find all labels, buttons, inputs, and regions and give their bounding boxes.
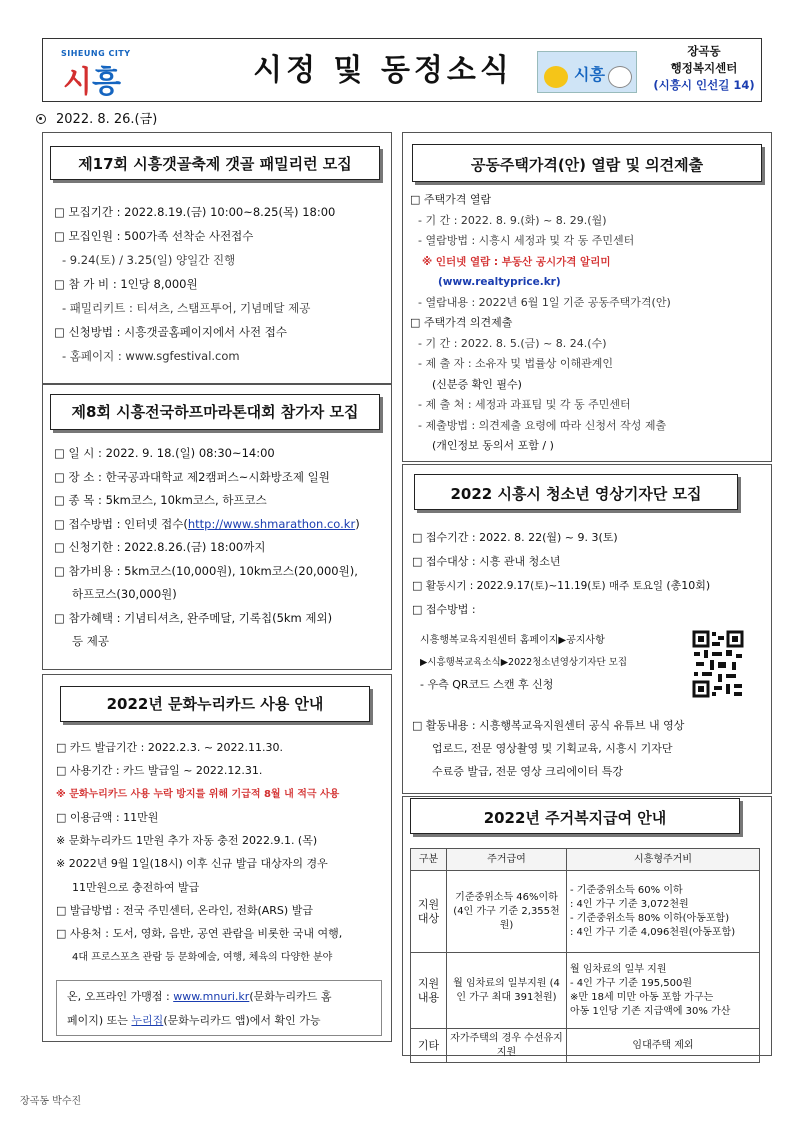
section-body: □ 일 시 : 2022. 9. 18.(일) 08:30~14:00 □ 장 소 : 한국공과대학교 제2캠퍼스~시화방조제 일원 □ 종 목 : 5km코스, 10km코스, 하프코스 □ 접수방법 : 인터넷 접수(http://www.shmarathon.co.kr) □ 신청기한 : 2022.8.26.(금) 18:00까지 □ 참가비용 : 5km코스(10,000원), 10km코스(20,000원), 하프코스(30,000원) □ 참가혜택 : 기념티셔츠, 완주메달, 기록칩(5km 제외) 등 제공: [54, 442, 390, 654]
table-row: 지원 내용 월 임차료의 일부지원 (4인 가구 최대 391천원) 월 임차료의 일부 지원 - 4인 가구 기준 195,500원 ※만 18세 미만 아동 포함 가구는 아동 1인당 기존 지급액에 30% 가산: [411, 953, 760, 1029]
center-address: (시흥시 인선길 14): [653, 78, 755, 92]
footer-author: 장곡동 박수진: [20, 1096, 82, 1107]
nurizip-link[interactable]: 누리집: [131, 1014, 164, 1027]
mnuri-link[interactable]: www.mnuri.kr: [173, 990, 250, 1003]
section-title: 제17회 시흥갯골축제 갯골 패밀리런 모집: [50, 146, 380, 180]
section-title: 제8회 시흥전국하프마라톤대회 참가자 모집: [50, 394, 380, 430]
section-title: 2022 시흥시 청소년 영상기자단 모집: [414, 474, 738, 510]
section-body: □ 모집기간 : 2022.8.19.(금) 10:00~8.25(목) 18:00 □ 모집인원 : 500가족 선착순 사전접수 - 9.24(토) / 3.25(일) 양일간 진행 □ 참 가 비 : 1인당 8,000원 - 패밀리키트 : 티셔츠, 스탬프투어, 기념메달 제공 □ 신청방법 : 시흥갯골홈페이지에서 사전 접수 - 홈페이지 : www.sgfestival.com: [54, 200, 390, 368]
table-row: 지원 대상 기준중위소득 46%이하 (4인 가구 기준 2,355천원) - 기준중위소득 60% 이하 : 4인 가구 기준 3,072천원 - 기준중위소득 80% 이하(아동포함) : 4인 가구 기준 4,096천원(아동포함): [411, 871, 760, 953]
table-header: [411, 849, 760, 871]
culture-card-note: 온, 오프라인 가맹점 : www.mnuri.kr(문화누리카드 홈 페이지) 또는 누리집(문화누리카드 앱)에서 확인 가능: [56, 980, 382, 1036]
section-title: 공동주택가격(안) 열람 및 의견제출: [412, 144, 762, 182]
logo-en: SIHEUNG CITY: [61, 49, 131, 58]
siheung-logo: [53, 45, 163, 100]
header-benefit: 주거급여: [447, 849, 567, 871]
mascot-icon: [608, 66, 632, 88]
center-dong: 장곡동: [687, 44, 721, 58]
apply-path: 시흥행복교육지원센터 홈페이지▶공지사항 ▶시흥행복교육소식▶2022청소년영상기자단 모집 - 우측 QR코드 스캔 후 신청: [420, 635, 627, 691]
section-title: 2022년 주거복지급여 안내: [410, 798, 740, 834]
section-body: □ 카드 발급기간 : 2022.2.3. ~ 2022.11.30. □ 사용기간 : 카드 발급일 ~ 2022.12.31. ※ 문화누리카드 사용 누락 방지를 위해 기급적 8월 내 적극 사용 □ 이용금액 : 11만원 ※ 문화누리카드 1만원 추가 자동 충전 2022.9.1. (목) ※ 2022년 9월 1일(18시) 이후 신규 발급 대상자의 경우 11만원으로 충전하여 발급 □ 발급방법 : 전국 주민센터, 온라인, 전화(ARS) 발급 □ 사용처 : 도서, 영화, 음반, 공연 관람을 비롯한 국내 여행, 4대 프로스포츠 관람 등 문화예술, 여행, 체육의 다양한 분야: [56, 736, 392, 969]
issue-date: 2022. 8. 26.(금): [36, 108, 157, 127]
marathon-link[interactable]: http://www.shmarathon.co.kr: [187, 516, 356, 531]
page-title: 시정 및 동정소식: [253, 53, 513, 88]
header: [42, 38, 762, 102]
radio-icon: [36, 114, 46, 124]
header-category: 구분: [411, 849, 447, 871]
section-title: 2022년 문화누리카드 사용 안내: [60, 686, 370, 722]
benefit-table: [410, 848, 760, 1063]
mascot-image: [537, 51, 637, 93]
header-siheung: 시흥형주거비: [567, 849, 760, 871]
center-name: 행정복지센터: [670, 61, 738, 75]
center-info: [649, 43, 759, 94]
mascot-icon: [544, 66, 568, 88]
table-row: 기타 자가주택의 경우 수선유지 지원 임대주택 제외: [411, 1029, 760, 1063]
activity-content: □ 활동내용 : 시흥행복교육지원센터 공식 유튜브 내 영상 업로드, 전문 영상촬영 및 기획교육, 시흥시 기자단 수료증 발급, 전문 영상 크리에이터 특강: [412, 714, 768, 783]
section-body: □ 주택가격 열람 - 기 간 : 2022. 8. 9.(화) ~ 8. 29.(월) - 열람방법 : 시흥시 세정과 및 각 동 주민센터 ※ 인터넷 열람 : 부동산 공시가격 알리미 (www.realtyprice.kr) - 열람내용 : 2022년 6월 1일 기준 공동주택가격(안) □ 주택가격 의견제출 - 기 간 : 2022. 8. 5.(금) ~ 8. 24.(수) - 제 출 자 : 소유자 및 법률상 이해관계인 (신분증 확인 필수) - 제 출 처 : 세정과 과표팀 및 각 동 주민센터 - 제출방법 : 의견제출 요령에 따라 신청서 작성 제출 (개인정보 동의서 포함 / ): [410, 190, 770, 457]
qr-code-icon[interactable]: [692, 628, 744, 700]
mascot-text: 시흥: [574, 65, 605, 84]
section-body: □ 접수기간 : 2022. 8. 22(월) ~ 9. 3(토) □ 접수대상 : 시흥 관내 청소년 □ 활동시기 : 2022.9.17(토)~11.19(토) 매주 토요일 (총10회) □ 접수방법 :: [412, 526, 772, 622]
logo-ko: 시흥: [63, 65, 121, 100]
